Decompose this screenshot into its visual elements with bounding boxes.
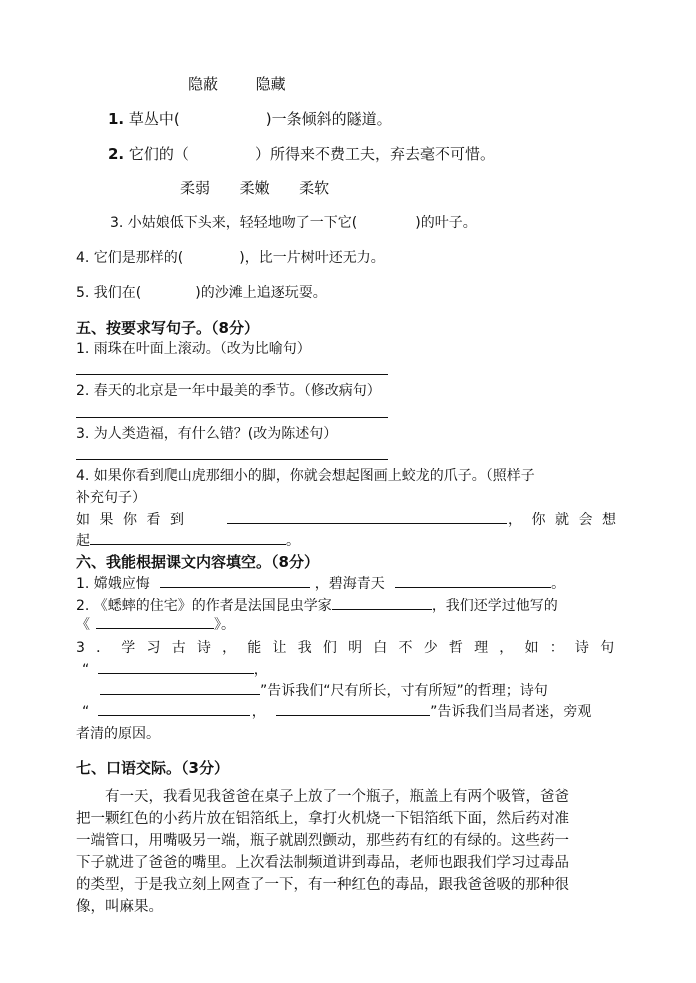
section-5-question-4-c bbox=[76, 530, 300, 550]
section-5-question-4-b bbox=[508, 509, 626, 529]
section-6-question-2-line-2 bbox=[76, 614, 235, 634]
word-choice-group-2 bbox=[180, 177, 329, 198]
fill-question-2 bbox=[108, 143, 495, 164]
fill-question-4 bbox=[76, 247, 385, 267]
word-option: 柔嫩 bbox=[239, 179, 270, 197]
question-end: 。 bbox=[551, 576, 566, 592]
answer-line[interactable] bbox=[227, 523, 507, 524]
section-6-question-3-line-5: 者清的原因。 bbox=[76, 726, 160, 742]
question-number: 2. bbox=[108, 145, 125, 163]
answer-blank[interactable] bbox=[395, 573, 551, 588]
passage-line: 把一颗红色的小药片放在铝箔纸上，拿打火机烧一下铝箔纸下面，然后药对准 bbox=[76, 811, 569, 827]
fill-question-5 bbox=[76, 282, 327, 302]
fill-question-3 bbox=[110, 212, 477, 232]
book-title-open: 《 bbox=[76, 617, 90, 633]
question-text: 3．学习古诗，能让我们明白不少哲理，如：诗句 bbox=[76, 640, 626, 656]
fill-question-1 bbox=[108, 108, 392, 129]
answer-line[interactable] bbox=[76, 374, 388, 375]
question-text-before: 5. 我们在( bbox=[76, 285, 142, 301]
section-6-question-3-line-4 bbox=[82, 701, 591, 721]
question-text: 2. 《蟋蟀的住宅》的作者是法国昆虫学家 bbox=[76, 598, 332, 614]
sentence-end: 。 bbox=[286, 533, 300, 549]
answer-line[interactable] bbox=[76, 459, 388, 460]
word-option: 柔软 bbox=[299, 179, 330, 197]
answer-blank[interactable] bbox=[90, 530, 286, 545]
answer-blank[interactable] bbox=[98, 701, 250, 716]
word-option: 柔弱 bbox=[180, 179, 211, 197]
question-number: 1. bbox=[108, 110, 125, 128]
answer-blank[interactable] bbox=[332, 595, 432, 610]
section-6-question-1 bbox=[76, 573, 565, 593]
question-text-after: )的叶子。 bbox=[415, 215, 477, 231]
section-6-question-3-line-1 bbox=[76, 637, 625, 657]
answer-blank[interactable] bbox=[96, 614, 214, 629]
section-5-title: 五、按要求写句子。（8分） bbox=[76, 319, 259, 337]
question-text-before: 它们的（ bbox=[128, 145, 189, 163]
word-option: 隐藏 bbox=[255, 75, 286, 93]
answer-blank[interactable] bbox=[98, 659, 254, 674]
passage-line: 的类型，于是我立刻上网查了一下，有一种红色的毒品，跟我爸爸吸的那种很 bbox=[76, 877, 569, 893]
comma: ， bbox=[253, 662, 268, 678]
answer-blank[interactable] bbox=[276, 701, 430, 716]
passage-line: 有一天，我看见我爸爸在桌子上放了一个瓶子，瓶盖上有两个吸管，爸爸 bbox=[76, 789, 569, 805]
question-text: ，碧海青天 bbox=[314, 576, 385, 592]
sentence-text: 起 bbox=[76, 533, 90, 549]
section-7-title: 七、口语交际。（3分） bbox=[76, 759, 229, 777]
quote-open: “ bbox=[82, 704, 90, 720]
question-text-after: )的沙滩上追逐玩耍。 bbox=[195, 285, 327, 301]
section-6-question-2-line-1 bbox=[76, 595, 558, 615]
section-5-question-1: 1. 雨珠在叶面上滚动。（改为比喻句） bbox=[76, 341, 311, 357]
question-text: ”告诉我们当局者迷，旁观 bbox=[430, 704, 592, 720]
section-6-title: 六、我能根据课文内容填空。（8分） bbox=[76, 553, 319, 571]
passage-line: 一端管口，用嘴吸另一端，瓶子就剧烈颤动，那些药有红的有绿的。这些药一 bbox=[76, 833, 569, 849]
sentence-text: ，你就会想 bbox=[508, 512, 626, 528]
question-text-after: )，比一片树叶还无力。 bbox=[239, 250, 385, 266]
answer-blank[interactable] bbox=[160, 573, 310, 588]
answer-line[interactable] bbox=[76, 417, 388, 418]
answer-blank[interactable] bbox=[100, 680, 260, 695]
section-5-question-4-line-1: 4. 如果你看到爬山虎那细小的脚，你就会想起图画上蛟龙的爪子。（照样子 bbox=[76, 468, 535, 484]
question-text-after: )一条倾斜的隧道。 bbox=[265, 110, 392, 128]
passage-line: 像，叫麻果。 bbox=[76, 899, 163, 915]
section-6-question-3-line-3 bbox=[76, 680, 548, 700]
section-5-question-4-line-2: 补充句子） bbox=[76, 490, 146, 506]
question-text: 1. 嫦娥应悔 bbox=[76, 576, 150, 592]
word-choice-group-1 bbox=[188, 73, 286, 94]
comma: ， bbox=[251, 704, 266, 720]
book-title-close: 》。 bbox=[214, 617, 235, 633]
reading-passage bbox=[76, 786, 622, 918]
passage-line: 下子就进了爸爸的嘴里。上次看法制频道讲到毒品，老师也跟我们学习过毒品 bbox=[76, 855, 569, 871]
question-text-before: 4. 它们是那样的( bbox=[76, 250, 184, 266]
question-text-before: 3. 小姑娘低下头来，轻轻地吻了一下它( bbox=[110, 215, 358, 231]
question-text: ，我们还学过他写的 bbox=[431, 598, 558, 614]
question-text-after: ）所得来不费工夫，弃去毫不可惜。 bbox=[254, 145, 495, 163]
sentence-text: 如果你看到 bbox=[76, 512, 194, 528]
section-5-question-3: 3. 为人类造福，有什么错？(改为陈述句） bbox=[76, 426, 338, 442]
question-text-before: 草丛中( bbox=[128, 110, 180, 128]
section-5-question-2: 2. 春天的北京是一年中最美的季节。（修改病句） bbox=[76, 383, 381, 399]
question-text: ”告诉我们“尺有所长，寸有所短”的哲理；诗句 bbox=[260, 683, 548, 699]
section-6-question-3-line-2 bbox=[82, 659, 268, 679]
word-option: 隐蔽 bbox=[188, 75, 219, 93]
section-5-question-4-a bbox=[76, 509, 194, 529]
quote-open: “ bbox=[82, 662, 90, 678]
